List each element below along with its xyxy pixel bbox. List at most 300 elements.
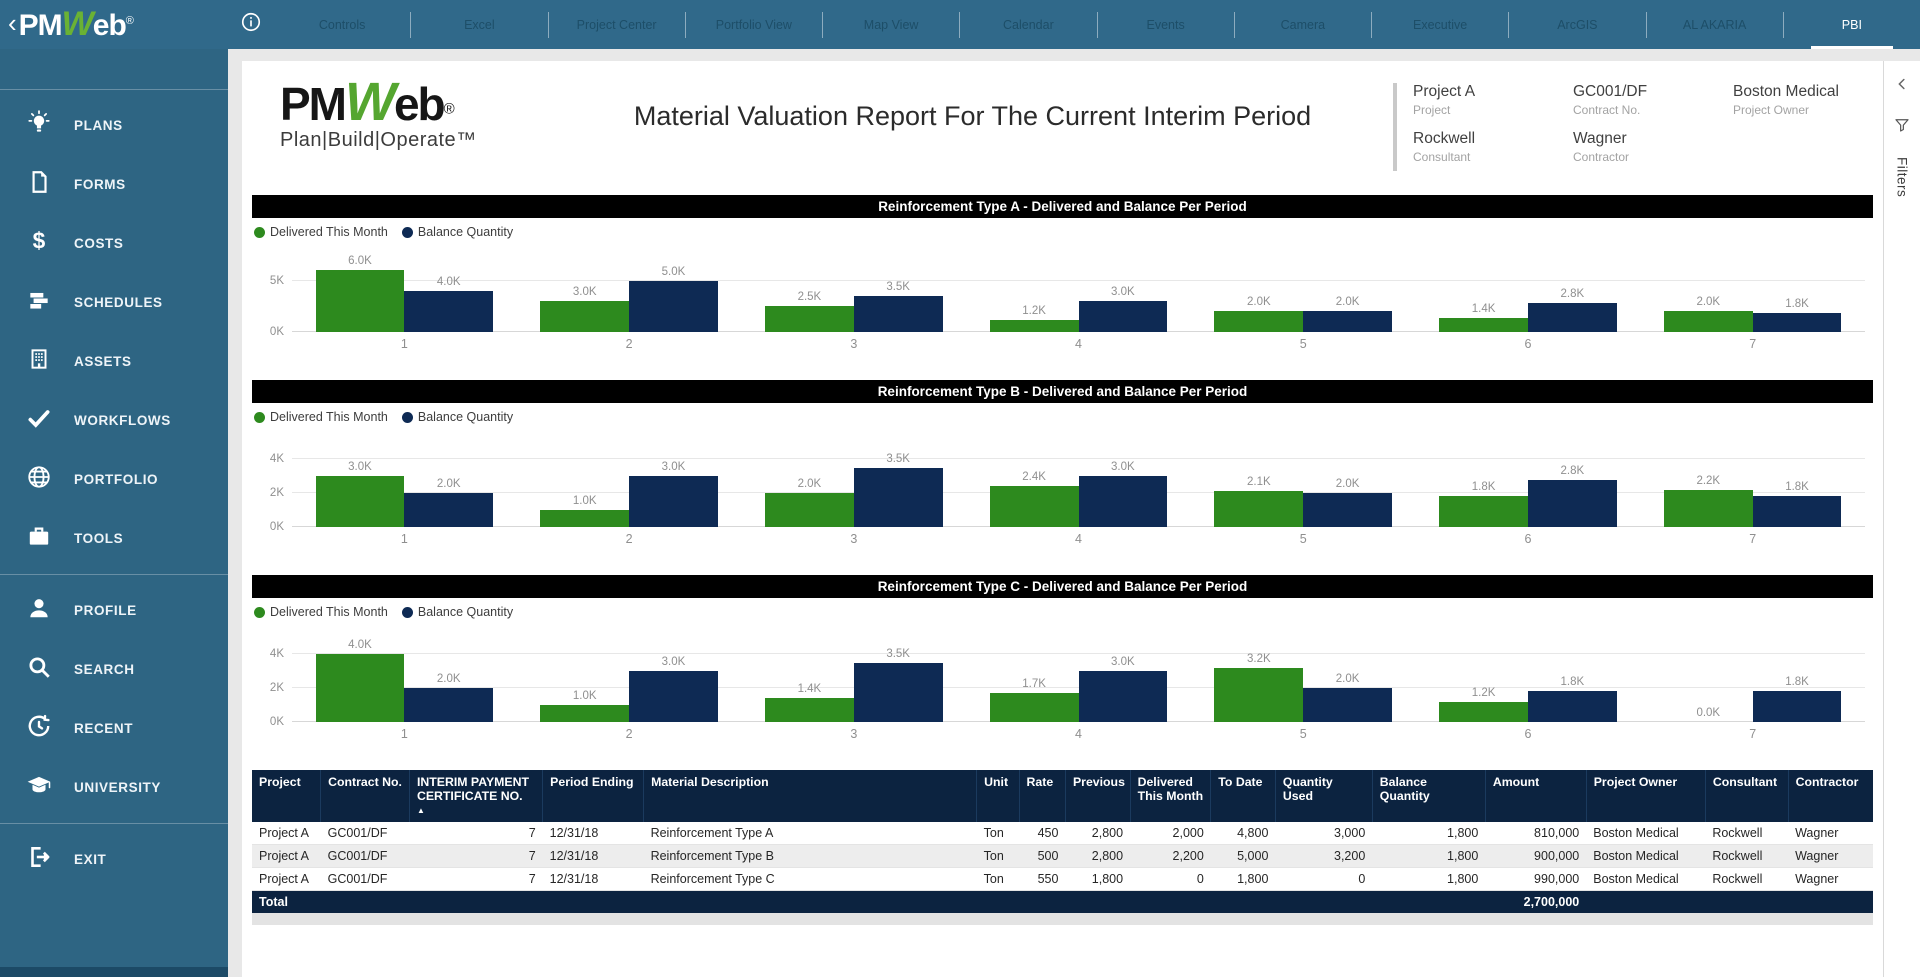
total-empty-cell [543, 891, 644, 914]
x-axis-label: 5 [1299, 337, 1307, 351]
legend-item-delivered-this-month[interactable] [254, 410, 388, 424]
sidebar-item-label: COSTS [74, 236, 124, 251]
chart-legend [252, 218, 1873, 242]
column-header-label: Contractor [1795, 775, 1859, 789]
legend-label: Delivered This Month [270, 605, 388, 619]
bar-balance-quantity-period-6[interactable] [1528, 691, 1617, 722]
x-axis-label: 1 [400, 727, 408, 741]
bar-delivered-this-month-period-2[interactable] [540, 510, 629, 527]
legend-item-balance-quantity[interactable] [402, 410, 513, 424]
barwrap [990, 264, 1079, 332]
sidebar-group [0, 824, 228, 895]
bar-group-period-7 [1640, 264, 1865, 332]
bar-group-period-3 [741, 264, 966, 332]
chart-plot-area [269, 242, 1865, 338]
bar-groups [292, 449, 1865, 527]
bar-value-label: 2.0K [1335, 478, 1360, 491]
chart-title-bar: Reinforcement Type B - Delivered and Balance Per Period [252, 380, 1873, 403]
bar-groups [292, 639, 1865, 722]
bar-value-label: 5.0K [661, 265, 686, 278]
legend-label: Balance Quantity [417, 605, 514, 619]
svg-text:$: $ [32, 228, 46, 254]
barwrap [1753, 449, 1842, 527]
y-axis-tick: 2K [269, 487, 284, 500]
total-empty-cell [321, 891, 410, 914]
chart-legend [252, 403, 1873, 427]
brand-registered-mark: ® [125, 15, 133, 27]
column-header-label: Delivered This Month [1137, 775, 1204, 803]
y-axis-tick: 0K [269, 326, 284, 338]
column-header-consultant[interactable] [1705, 770, 1788, 822]
bar-balance-quantity-period-4[interactable] [1079, 301, 1168, 332]
bar-balance-quantity-period-6[interactable] [1528, 480, 1617, 527]
bar-pair [1439, 449, 1617, 527]
chevron-left-icon[interactable]: ‹ [8, 7, 17, 38]
x-axis-label: 4 [1075, 532, 1082, 546]
collapse-chevron-icon[interactable] [1893, 75, 1911, 98]
column-header-quantity-used[interactable] [1275, 770, 1372, 822]
tab-label: Calendar [1003, 17, 1054, 32]
barwrap [629, 449, 718, 527]
bar-pair [1664, 449, 1842, 527]
x-axis-label: 7 [1749, 727, 1757, 741]
bar-balance-quantity-period-4[interactable] [1079, 671, 1168, 722]
bar-pair [1214, 644, 1392, 722]
cell-interim-payment-certificate-no: 7 [409, 845, 542, 868]
total-empty-cell [1372, 891, 1485, 914]
x-axis-label: 4 [1075, 727, 1082, 741]
tab-label: Project Center [576, 17, 657, 32]
tab-label: Events [1146, 17, 1185, 32]
x-axis-label: 2 [625, 532, 633, 546]
cell-contractor: Wagner [1788, 845, 1873, 868]
bar-pair [1214, 449, 1392, 527]
column-header-project[interactable] [252, 770, 321, 822]
cell-contract-no: GC001/DF [321, 822, 410, 845]
bar-balance-quantity-period-2[interactable] [629, 476, 718, 527]
bar-value-label: 3.0K [348, 461, 372, 474]
legend-dot [402, 607, 413, 618]
column-header-label: Amount [1492, 775, 1540, 789]
column-header-interim-payment-certificate-no[interactable] [409, 770, 542, 822]
bar-groups [292, 255, 1865, 332]
filter-funnel-icon[interactable] [1893, 116, 1911, 139]
tab-label: ArcGIS [1557, 17, 1598, 32]
table-total-row [252, 891, 1873, 914]
legend-dot [402, 412, 413, 423]
barwrap [316, 639, 405, 722]
barwrap [540, 644, 629, 722]
sidebar-item-exit[interactable] [0, 830, 228, 889]
history-icon [26, 713, 52, 744]
cell-to-date: 1,800 [1211, 868, 1276, 891]
total-empty-cell [409, 891, 542, 914]
chart-reinforcement-type-c-delivered-and-balance-per-period [252, 575, 1873, 741]
column-header-rate[interactable] [1019, 770, 1065, 822]
total-amount-cell: 2,700,000 [1485, 891, 1586, 914]
barwrap [990, 644, 1079, 722]
cell-amount: 810,000 [1485, 822, 1586, 845]
cell-project: Project A [252, 822, 321, 845]
bar-group-period-5 [1191, 264, 1416, 332]
tab-map-view[interactable] [823, 0, 959, 49]
cell-contractor: Wagner [1788, 822, 1873, 845]
y-axis-tick: 4K [269, 453, 284, 466]
column-header-label: Contract No. [328, 775, 402, 789]
cell-to-date: 5,000 [1211, 845, 1276, 868]
column-header-amount[interactable] [1485, 770, 1586, 822]
chart-plot-area [269, 427, 1865, 533]
bar-group-period-5 [1191, 644, 1416, 722]
barwrap [404, 644, 493, 722]
bar-balance-quantity-period-7[interactable] [1753, 313, 1842, 332]
chart-plot-area [269, 622, 1865, 728]
sidebar-item-portfolio[interactable] [0, 450, 228, 509]
sidebar-item-profile[interactable] [0, 581, 228, 640]
sidebar-item-assets[interactable] [0, 332, 228, 391]
sidebar-footer-strip [0, 967, 228, 977]
bar-value-label: 1.2K [1022, 304, 1046, 317]
bar-group-period-3 [741, 449, 966, 527]
cell-period-ending: 12/31/18 [543, 845, 644, 868]
barwrap [1664, 449, 1753, 527]
column-header-delivered-this-month[interactable] [1130, 770, 1211, 822]
filters-label: Filters [1894, 157, 1910, 198]
bar-pair [990, 449, 1168, 527]
cell-previous: 2,800 [1065, 845, 1130, 868]
bar-balance-quantity-period-3[interactable] [854, 468, 943, 527]
column-header-label: To Date [1218, 775, 1263, 789]
bar-value-label: 2.4K [1022, 471, 1046, 484]
cell-unit: Ton [977, 845, 1019, 868]
bar-delivered-this-month-period-6[interactable] [1439, 496, 1528, 527]
legend-item-balance-quantity[interactable] [402, 605, 513, 619]
bar-delivered-this-month-period-7[interactable] [1664, 311, 1753, 332]
sidebar-item-label: PORTFOLIO [74, 472, 159, 487]
column-header-unit[interactable] [977, 770, 1019, 822]
bar-balance-quantity-period-7[interactable] [1753, 691, 1842, 722]
sidebar-item-label: EXIT [74, 852, 107, 867]
column-header-material-description[interactable] [644, 770, 977, 822]
bar-balance-quantity-period-1[interactable] [404, 493, 493, 527]
info-field [1573, 83, 1703, 117]
tab-portfolio-view[interactable] [686, 0, 822, 49]
info-divider-bar [1393, 83, 1397, 171]
y-axis-tick: 5K [269, 274, 284, 287]
column-header-balance-quantity[interactable] [1372, 770, 1485, 822]
logo-w: W [345, 72, 394, 132]
bar-delivered-this-month-period-1[interactable] [316, 476, 405, 527]
table-row [252, 868, 1873, 891]
sidebar-item-search[interactable] [0, 640, 228, 699]
bar-delivered-this-month-period-2[interactable] [540, 705, 629, 722]
x-axis-labels [292, 722, 1865, 741]
bar-delivered-this-month-period-2[interactable] [540, 301, 629, 332]
bar-delivered-this-month-period-7[interactable] [1664, 490, 1753, 527]
checkmark-icon [26, 405, 52, 436]
x-axis-label: 3 [850, 337, 858, 351]
logo-pm: PM [280, 78, 345, 130]
legend-item-delivered-this-month[interactable] [254, 605, 388, 619]
bar-delivered-this-month-period-3[interactable] [765, 306, 854, 332]
bar-pair [765, 644, 943, 722]
bar-value-label: 1.8K [1785, 676, 1809, 689]
bar-group-period-5 [1191, 449, 1416, 527]
cell-consultant: Rockwell [1705, 822, 1788, 845]
legend-label: Delivered This Month [270, 225, 388, 239]
bar-balance-quantity-period-6[interactable] [1528, 303, 1617, 332]
cell-amount: 900,000 [1485, 845, 1586, 868]
barwrap [854, 644, 943, 722]
barwrap [1439, 644, 1528, 722]
cell-balance-quantity: 1,800 [1372, 822, 1485, 845]
bar-pair [316, 449, 494, 527]
search-icon [26, 654, 52, 685]
info-field-label: Project [1413, 103, 1451, 117]
cell-contract-no: GC001/DF [321, 845, 410, 868]
bar-delivered-this-month-period-3[interactable] [765, 493, 854, 527]
sidebar-item-label: RECENT [74, 721, 134, 736]
bar-pair [765, 264, 943, 332]
bar-value-label: 2.8K [1560, 288, 1585, 301]
tab-project-center[interactable] [549, 0, 685, 49]
bar-pair [540, 264, 718, 332]
bar-balance-quantity-period-5[interactable] [1303, 311, 1392, 332]
tab-label: Controls [318, 17, 366, 32]
column-header-to-date[interactable] [1211, 770, 1276, 822]
globe-icon [26, 464, 52, 495]
legend-item-delivered-this-month[interactable] [254, 225, 388, 239]
topbar-tabs [274, 0, 1920, 49]
chart-reinforcement-type-a-delivered-and-balance-per-period [252, 195, 1873, 351]
cell-unit: Ton [977, 868, 1019, 891]
bar-balance-quantity-period-7[interactable] [1753, 496, 1842, 527]
bar-delivered-this-month-period-5[interactable] [1214, 491, 1303, 527]
bar-group-period-2 [517, 644, 742, 722]
legend-dot [254, 227, 265, 238]
barwrap [1303, 449, 1392, 527]
report-logo [252, 71, 552, 152]
bar-delivered-this-month-period-3[interactable] [765, 698, 854, 722]
sidebar-item-forms[interactable] [0, 155, 228, 214]
bar-balance-quantity-period-4[interactable] [1079, 476, 1168, 527]
bar-delivered-this-month-period-1[interactable] [316, 654, 405, 722]
barwrap [1303, 264, 1392, 332]
bar-pair [540, 644, 718, 722]
brand-w: W [61, 5, 93, 43]
bar-delivered-this-month-period-6[interactable] [1439, 318, 1528, 332]
sidebar-item-recent[interactable] [0, 699, 228, 758]
cell-quantity-used: 3,000 [1275, 822, 1372, 845]
legend-label: Balance Quantity [417, 410, 514, 424]
tab-calendar[interactable] [960, 0, 1096, 49]
info-field-label: Consultant [1413, 150, 1471, 164]
x-axis-label: 7 [1749, 532, 1757, 546]
sidebar-groups [0, 90, 228, 895]
bar-delivered-this-month-period-4[interactable] [990, 486, 1079, 527]
briefcase-icon [26, 523, 52, 554]
cell-previous: 2,800 [1065, 822, 1130, 845]
tab-events[interactable] [1098, 0, 1234, 49]
chart-reinforcement-type-b-delivered-and-balance-per-period [252, 380, 1873, 546]
total-label-cell: Total [252, 891, 321, 914]
bar-value-label: 3.5K [886, 647, 910, 660]
info-field-label: Project Owner [1733, 103, 1810, 117]
bar-value-label: 1.8K [1471, 481, 1496, 494]
cell-material-description: Reinforcement Type B [644, 845, 977, 868]
column-header-label: Project [259, 775, 301, 789]
bar-pair [316, 255, 494, 332]
barwrap [1079, 449, 1168, 527]
y-axis-tick: 0K [269, 521, 284, 533]
cell-contractor: Wagner [1788, 868, 1873, 891]
bar-balance-quantity-period-5[interactable] [1303, 688, 1392, 722]
info-button[interactable] [228, 0, 274, 49]
sidebar-item-label: TOOLS [74, 531, 124, 546]
barwrap [854, 449, 943, 527]
column-header-label: Rate [1026, 775, 1054, 789]
cell-unit: Ton [977, 822, 1019, 845]
info-field [1573, 130, 1703, 164]
barwrap [1753, 264, 1842, 332]
tab-pbi[interactable] [1784, 0, 1920, 49]
bar-pair [1664, 264, 1842, 332]
bar-delivered-this-month-period-4[interactable] [990, 693, 1079, 722]
cell-material-description: Reinforcement Type A [644, 822, 977, 845]
bar-balance-quantity-period-1[interactable] [404, 291, 493, 332]
x-axis-label: 2 [625, 337, 633, 351]
bar-value-label: 3.0K [661, 656, 686, 669]
logo-tagline: Plan|Build|Operate™ [280, 129, 477, 151]
sidebar-item-tools[interactable] [0, 509, 228, 568]
y-axis-tick: 4K [269, 648, 284, 661]
bar-value-label: 3.5K [886, 452, 910, 465]
person-icon [26, 595, 52, 626]
bar-group-period-6 [1416, 264, 1641, 332]
bar-value-label: 1.8K [1785, 481, 1809, 494]
lightbulb-icon [26, 110, 52, 141]
tab-al-akaria[interactable] [1647, 0, 1783, 49]
barwrap [1753, 644, 1842, 722]
barwrap [1303, 644, 1392, 722]
bar-balance-quantity-period-2[interactable] [629, 281, 718, 333]
bar-value-label: 3.0K [1111, 461, 1135, 474]
barwrap [1664, 264, 1753, 332]
bar-value-label: 6.0K [348, 255, 372, 268]
y-axis-tick: 0K [269, 716, 284, 728]
bar-value-label: 1.7K [1022, 678, 1046, 691]
cell-project-owner: Boston Medical [1586, 845, 1705, 868]
bar-balance-quantity-period-3[interactable] [854, 663, 943, 722]
column-header-contractor[interactable] [1788, 770, 1873, 822]
info-field-label: Contractor [1573, 150, 1630, 164]
bar-value-label: 2.0K [1335, 296, 1360, 309]
topbar [0, 0, 1920, 49]
sidebar-item-label: ASSETS [74, 354, 132, 369]
bar-delivered-this-month-period-1[interactable] [316, 270, 405, 332]
cell-interim-payment-certificate-no: 7 [409, 868, 542, 891]
x-axis-label: 6 [1524, 727, 1532, 741]
tab-camera[interactable] [1235, 0, 1371, 49]
bar-group-period-2 [517, 264, 742, 332]
sidebar-item-label: PLANS [74, 118, 123, 133]
cell-period-ending: 12/31/18 [543, 868, 644, 891]
chart-title-bar: Reinforcement Type C - Delivered and Balance Per Period [252, 575, 1873, 598]
sidebar-item-plans[interactable] [0, 96, 228, 155]
bar-group-period-7 [1640, 644, 1865, 722]
bar-balance-quantity-period-5[interactable] [1303, 493, 1392, 527]
column-header-period-ending[interactable] [543, 770, 644, 822]
barwrap [765, 264, 854, 332]
sidebar-item-university[interactable] [0, 758, 228, 817]
sidebar-item-workflows[interactable] [0, 391, 228, 450]
cell-project: Project A [252, 868, 321, 891]
cell-consultant: Rockwell [1705, 868, 1788, 891]
sidebar-item-schedules[interactable] [0, 273, 228, 332]
topbar-brand[interactable] [0, 0, 228, 49]
column-header-label: Project Owner [1593, 775, 1678, 789]
sidebar-item-costs[interactable] [0, 214, 228, 273]
bar-balance-quantity-period-2[interactable] [629, 671, 718, 722]
bar-pair [990, 264, 1168, 332]
column-header-previous[interactable] [1065, 770, 1130, 822]
bar-value-label: 2.2K [1696, 474, 1721, 487]
tab-executive[interactable] [1372, 0, 1508, 49]
table-row [252, 845, 1873, 868]
sidebar-item-label: FORMS [74, 177, 126, 192]
legend-item-balance-quantity[interactable] [402, 225, 513, 239]
legend-label: Balance Quantity [417, 225, 514, 239]
tab-excel[interactable] [411, 0, 547, 49]
bar-delivered-this-month-period-5[interactable] [1214, 668, 1303, 722]
bar-group-period-1 [292, 639, 517, 722]
bar-balance-quantity-period-1[interactable] [404, 688, 493, 722]
filters-panel[interactable] [1883, 61, 1920, 977]
main-area [228, 49, 1920, 977]
cell-to-date: 4,800 [1211, 822, 1276, 845]
cell-delivered-this-month: 2,200 [1130, 845, 1211, 868]
bar-group-period-6 [1416, 449, 1641, 527]
bar-value-label: 0.0K [1696, 707, 1721, 719]
bar-balance-quantity-period-3[interactable] [854, 296, 943, 332]
x-axis-label: 6 [1524, 337, 1532, 351]
barwrap [629, 644, 718, 722]
cell-contract-no: GC001/DF [321, 868, 410, 891]
sidebar [0, 49, 228, 977]
bar-value-label: 1.0K [572, 690, 597, 703]
barwrap [1528, 264, 1617, 332]
barwrap [1214, 449, 1303, 527]
bar-delivered-this-month-period-4[interactable] [990, 320, 1079, 332]
column-header-project-owner[interactable] [1586, 770, 1705, 822]
barwrap [1439, 449, 1528, 527]
bar-delivered-this-month-period-6[interactable] [1439, 702, 1528, 722]
bar-value-label: 3.0K [572, 286, 597, 299]
bar-delivered-this-month-period-5[interactable] [1214, 311, 1303, 332]
bar-value-label: 1.8K [1785, 298, 1809, 311]
sidebar-item-label: UNIVERSITY [74, 780, 162, 795]
column-header-contract-no[interactable] [321, 770, 410, 822]
tab-controls[interactable] [274, 0, 410, 49]
bar-value-label: 1.4K [1471, 302, 1496, 315]
column-header-label: Quantity Used [1282, 775, 1333, 803]
tab-arcgis[interactable] [1509, 0, 1645, 49]
total-empty-cell [1705, 891, 1788, 914]
info-icon [240, 11, 262, 38]
tab-label: Camera [1280, 17, 1326, 32]
building-icon [26, 346, 52, 377]
column-header-label: Balance Quantity [1379, 775, 1430, 803]
